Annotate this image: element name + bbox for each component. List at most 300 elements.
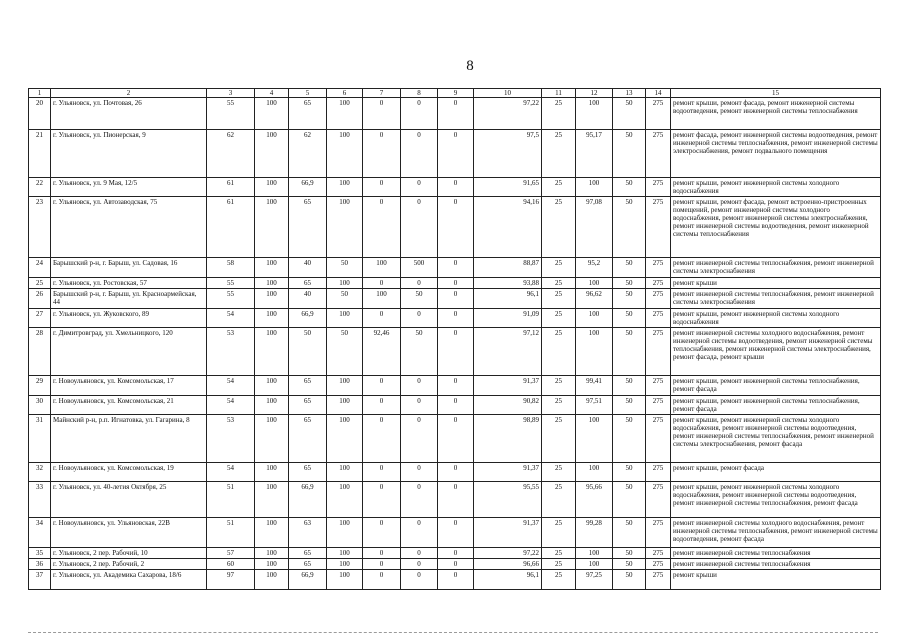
value-cell: 50 <box>289 328 327 376</box>
value-cell: 0 <box>438 278 474 289</box>
row-number: 34 <box>29 518 51 548</box>
address-cell: г. Новоульяновск, ул. Комсомольская, 19 <box>51 463 207 482</box>
value-cell: 91,09 <box>474 309 542 328</box>
value-cell: 0 <box>438 570 474 590</box>
value-cell: 50 <box>613 278 646 289</box>
value-cell: 91,65 <box>474 178 542 197</box>
value-cell: 275 <box>646 278 671 289</box>
value-cell: 50 <box>613 396 646 415</box>
value-cell: 94,16 <box>474 197 542 258</box>
value-cell: 100 <box>576 415 613 463</box>
value-cell: 99,41 <box>576 376 613 396</box>
work-description-cell: ремонт крыши, ремонт инженерной системы холодного водоснабжения <box>671 309 881 328</box>
address-cell: г. Ульяновск, ул. Академика Сахарова, 18/6 <box>51 570 207 590</box>
value-cell: 0 <box>363 178 401 197</box>
value-cell: 0 <box>363 570 401 590</box>
value-cell: 100 <box>255 278 289 289</box>
value-cell: 100 <box>576 559 613 570</box>
value-cell: 100 <box>255 463 289 482</box>
value-cell: 100 <box>255 258 289 278</box>
value-cell: 50 <box>327 258 363 278</box>
value-cell: 0 <box>363 559 401 570</box>
value-cell: 0 <box>401 482 438 518</box>
value-cell: 100 <box>255 396 289 415</box>
value-cell: 0 <box>363 376 401 396</box>
value-cell: 50 <box>613 518 646 548</box>
value-cell: 100 <box>327 278 363 289</box>
value-cell: 0 <box>401 98 438 130</box>
value-cell: 0 <box>401 130 438 178</box>
value-cell: 0 <box>401 463 438 482</box>
value-cell: 0 <box>401 396 438 415</box>
value-cell: 60 <box>207 559 255 570</box>
value-cell: 100 <box>327 376 363 396</box>
value-cell: 54 <box>207 376 255 396</box>
value-cell: 25 <box>542 178 576 197</box>
value-cell: 25 <box>542 278 576 289</box>
value-cell: 275 <box>646 415 671 463</box>
value-cell: 275 <box>646 463 671 482</box>
value-cell: 100 <box>255 518 289 548</box>
table-row <box>29 415 881 463</box>
value-cell: 275 <box>646 289 671 309</box>
value-cell: 275 <box>646 518 671 548</box>
work-description-cell: ремонт инженерной системы теплоснабжения, ремонт инженерной системы электроснабжения <box>671 289 881 309</box>
value-cell: 93,88 <box>474 278 542 289</box>
value-cell: 25 <box>542 415 576 463</box>
value-cell: 0 <box>363 309 401 328</box>
value-cell: 50 <box>613 258 646 278</box>
value-cell: 65 <box>289 396 327 415</box>
value-cell: 90,82 <box>474 396 542 415</box>
value-cell: 99,28 <box>576 518 613 548</box>
value-cell: 0 <box>363 98 401 130</box>
value-cell: 275 <box>646 178 671 197</box>
value-cell: 275 <box>646 328 671 376</box>
value-cell: 100 <box>327 197 363 258</box>
row-number: 23 <box>29 197 51 258</box>
row-number: 33 <box>29 482 51 518</box>
address-cell: г. Ульяновск, ул. Почтовая, 26 <box>51 98 207 130</box>
address-cell: Майнский р-н, р.п. Игнатовка, ул. Гагарина, 8 <box>51 415 207 463</box>
value-cell: 100 <box>255 130 289 178</box>
value-cell: 0 <box>438 98 474 130</box>
work-description-cell: ремонт инженерной системы теплоснабжения <box>671 548 881 559</box>
value-cell: 62 <box>289 130 327 178</box>
value-cell: 91,37 <box>474 463 542 482</box>
value-cell: 0 <box>438 559 474 570</box>
value-cell: 65 <box>289 463 327 482</box>
row-number: 22 <box>29 178 51 197</box>
row-number: 31 <box>29 415 51 463</box>
value-cell: 66,9 <box>289 570 327 590</box>
value-cell: 50 <box>613 570 646 590</box>
table-row <box>29 518 881 548</box>
row-number: 32 <box>29 463 51 482</box>
value-cell: 50 <box>613 309 646 328</box>
page-number: 8 <box>466 58 474 74</box>
work-description-cell: ремонт крыши <box>671 278 881 289</box>
column-header: 12 <box>576 89 613 98</box>
work-description-cell: ремонт крыши, ремонт инженерной системы теплоснабжения, ремонт фасада <box>671 396 881 415</box>
address-cell: г. Ульяновск, 2 пер. Рабочий, 2 <box>51 559 207 570</box>
row-number: 20 <box>29 98 51 130</box>
value-cell: 500 <box>401 258 438 278</box>
value-cell: 100 <box>255 98 289 130</box>
value-cell: 0 <box>401 559 438 570</box>
data-table <box>28 88 881 590</box>
row-number: 37 <box>29 570 51 590</box>
row-number: 30 <box>29 396 51 415</box>
value-cell: 0 <box>438 482 474 518</box>
address-cell: г. Ульяновск, 2 пер. Рабочий, 10 <box>51 548 207 559</box>
value-cell: 275 <box>646 570 671 590</box>
row-number: 36 <box>29 559 51 570</box>
value-cell: 0 <box>401 309 438 328</box>
row-number: 35 <box>29 548 51 559</box>
column-header: 6 <box>327 89 363 98</box>
value-cell: 96,1 <box>474 289 542 309</box>
table-row <box>29 548 881 559</box>
value-cell: 25 <box>542 463 576 482</box>
table-row <box>29 570 881 590</box>
value-cell: 25 <box>542 130 576 178</box>
work-description-cell: ремонт крыши <box>671 570 881 590</box>
address-cell: г. Новоульяновск, ул. Комсомольская, 17 <box>51 376 207 396</box>
value-cell: 50 <box>401 328 438 376</box>
value-cell: 275 <box>646 376 671 396</box>
value-cell: 100 <box>327 548 363 559</box>
value-cell: 100 <box>327 98 363 130</box>
value-cell: 50 <box>613 178 646 197</box>
value-cell: 100 <box>327 559 363 570</box>
value-cell: 50 <box>613 463 646 482</box>
value-cell: 50 <box>613 559 646 570</box>
value-cell: 275 <box>646 197 671 258</box>
value-cell: 65 <box>289 197 327 258</box>
value-cell: 65 <box>289 98 327 130</box>
value-cell: 65 <box>289 415 327 463</box>
value-cell: 0 <box>438 396 474 415</box>
value-cell: 55 <box>207 278 255 289</box>
column-header: 15 <box>671 89 881 98</box>
row-number: 25 <box>29 278 51 289</box>
value-cell: 100 <box>576 98 613 130</box>
value-cell: 275 <box>646 396 671 415</box>
value-cell: 54 <box>207 396 255 415</box>
value-cell: 66,9 <box>289 178 327 197</box>
value-cell: 65 <box>289 376 327 396</box>
address-cell: г. Ульяновск, ул. Пионерская, 9 <box>51 130 207 178</box>
address-cell: г. Ульяновск, ул. Ростовская, 57 <box>51 278 207 289</box>
value-cell: 275 <box>646 258 671 278</box>
value-cell: 0 <box>401 570 438 590</box>
value-cell: 100 <box>255 415 289 463</box>
column-header: 3 <box>207 89 255 98</box>
value-cell: 0 <box>363 415 401 463</box>
value-cell: 0 <box>363 518 401 548</box>
value-cell: 100 <box>327 463 363 482</box>
work-description-cell: ремонт инженерной системы теплоснабжения <box>671 559 881 570</box>
work-description-cell: ремонт крыши, ремонт инженерной системы холодного водоснабжения <box>671 178 881 197</box>
value-cell: 96,1 <box>474 570 542 590</box>
value-cell: 100 <box>255 570 289 590</box>
value-cell: 58 <box>207 258 255 278</box>
row-number: 24 <box>29 258 51 278</box>
value-cell: 100 <box>363 258 401 278</box>
row-number: 29 <box>29 376 51 396</box>
value-cell: 25 <box>542 376 576 396</box>
value-cell: 50 <box>613 376 646 396</box>
value-cell: 0 <box>401 178 438 197</box>
column-header: 10 <box>474 89 542 98</box>
value-cell: 25 <box>542 289 576 309</box>
value-cell: 0 <box>401 197 438 258</box>
value-cell: 97,51 <box>576 396 613 415</box>
value-cell: 50 <box>613 548 646 559</box>
value-cell: 0 <box>363 463 401 482</box>
column-header: 7 <box>363 89 401 98</box>
value-cell: 100 <box>576 309 613 328</box>
value-cell: 50 <box>401 289 438 309</box>
value-cell: 65 <box>289 548 327 559</box>
column-header: 8 <box>401 89 438 98</box>
value-cell: 25 <box>542 328 576 376</box>
value-cell: 0 <box>438 289 474 309</box>
value-cell: 100 <box>255 309 289 328</box>
table-row <box>29 463 881 482</box>
column-header: 14 <box>646 89 671 98</box>
value-cell: 100 <box>255 376 289 396</box>
value-cell: 100 <box>576 278 613 289</box>
value-cell: 100 <box>255 548 289 559</box>
value-cell: 100 <box>576 328 613 376</box>
work-description-cell: ремонт крыши, ремонт фасада, ремонт инженерной системы водоотведения, ремонт инженерной системы теплоснабжения <box>671 98 881 130</box>
value-cell: 25 <box>542 482 576 518</box>
value-cell: 91,37 <box>474 518 542 548</box>
table-row <box>29 328 881 376</box>
address-cell: г. Ульяновск, ул. Автозаводская, 75 <box>51 197 207 258</box>
value-cell: 0 <box>438 130 474 178</box>
value-cell: 50 <box>327 289 363 309</box>
row-number: 26 <box>29 289 51 309</box>
address-cell: Барышский р-н, г. Барыш, ул. Красноармейская, 44 <box>51 289 207 309</box>
column-header: 11 <box>542 89 576 98</box>
value-cell: 0 <box>401 518 438 548</box>
value-cell: 97,08 <box>576 197 613 258</box>
value-cell: 66,9 <box>289 482 327 518</box>
value-cell: 55 <box>207 289 255 309</box>
value-cell: 100 <box>576 463 613 482</box>
value-cell: 25 <box>542 309 576 328</box>
table-row <box>29 289 881 309</box>
value-cell: 25 <box>542 570 576 590</box>
value-cell: 50 <box>613 289 646 309</box>
address-cell: г. Новоульяновск, ул. Комсомольская, 21 <box>51 396 207 415</box>
value-cell: 0 <box>438 548 474 559</box>
value-cell: 275 <box>646 482 671 518</box>
value-cell: 96,62 <box>576 289 613 309</box>
value-cell: 51 <box>207 518 255 548</box>
value-cell: 100 <box>327 518 363 548</box>
value-cell: 40 <box>289 289 327 309</box>
table-row <box>29 130 881 178</box>
value-cell: 275 <box>646 98 671 130</box>
table-row <box>29 178 881 197</box>
value-cell: 25 <box>542 559 576 570</box>
value-cell: 97,5 <box>474 130 542 178</box>
address-cell: г. Ульяновск, ул. Жуковского, 89 <box>51 309 207 328</box>
work-description-cell: ремонт фасада, ремонт инженерной системы водоотведения, ремонт инженерной системы теплоснабжения, ремонт инженерной системы электроснабжения, ремонт подвального помещения <box>671 130 881 178</box>
value-cell: 0 <box>363 482 401 518</box>
value-cell: 100 <box>327 130 363 178</box>
table-row <box>29 482 881 518</box>
work-description-cell: ремонт крыши, ремонт инженерной системы теплоснабжения, ремонт фасада <box>671 376 881 396</box>
value-cell: 0 <box>363 130 401 178</box>
value-cell: 54 <box>207 463 255 482</box>
column-header: 9 <box>438 89 474 98</box>
value-cell: 62 <box>207 130 255 178</box>
value-cell: 65 <box>289 559 327 570</box>
work-description-cell: ремонт инженерной системы холодного водоснабжения, ремонт инженерной системы водоотведения, ремонт инженерной системы теплоснабжения, ремонт инженерной системы электроснабжения, ремонт фасада, ремонт крыши <box>671 328 881 376</box>
value-cell: 50 <box>613 328 646 376</box>
value-cell: 57 <box>207 548 255 559</box>
column-header: 4 <box>255 89 289 98</box>
work-description-cell: ремонт крыши, ремонт инженерной системы холодного водоснабжения, ремонт инженерной системы водоотведения, ремонт инженерной системы теплоснабжения, ремонт инженерной системы электроснабжения, ремонт фасада <box>671 415 881 463</box>
value-cell: 95,66 <box>576 482 613 518</box>
value-cell: 0 <box>363 197 401 258</box>
value-cell: 275 <box>646 548 671 559</box>
value-cell: 0 <box>438 258 474 278</box>
value-cell: 50 <box>613 98 646 130</box>
value-cell: 98,89 <box>474 415 542 463</box>
value-cell: 100 <box>255 482 289 518</box>
page-bottom-rule <box>28 632 878 633</box>
value-cell: 100 <box>255 178 289 197</box>
value-cell: 97 <box>207 570 255 590</box>
table-row <box>29 396 881 415</box>
value-cell: 25 <box>542 258 576 278</box>
value-cell: 0 <box>401 548 438 559</box>
value-cell: 0 <box>438 376 474 396</box>
value-cell: 0 <box>438 463 474 482</box>
column-header: 5 <box>289 89 327 98</box>
value-cell: 95,17 <box>576 130 613 178</box>
value-cell: 51 <box>207 482 255 518</box>
table-header-row <box>29 89 881 98</box>
value-cell: 0 <box>438 518 474 548</box>
row-number: 27 <box>29 309 51 328</box>
value-cell: 100 <box>327 309 363 328</box>
value-cell: 0 <box>438 197 474 258</box>
value-cell: 100 <box>327 482 363 518</box>
column-header: 13 <box>613 89 646 98</box>
value-cell: 25 <box>542 197 576 258</box>
value-cell: 100 <box>327 396 363 415</box>
value-cell: 55 <box>207 98 255 130</box>
value-cell: 100 <box>255 559 289 570</box>
value-cell: 0 <box>438 309 474 328</box>
value-cell: 25 <box>542 396 576 415</box>
value-cell: 50 <box>613 130 646 178</box>
value-cell: 100 <box>327 415 363 463</box>
value-cell: 50 <box>613 482 646 518</box>
table-row <box>29 98 881 130</box>
work-description-cell: ремонт инженерной системы теплоснабжения, ремонт инженерной системы электроснабжения <box>671 258 881 278</box>
value-cell: 25 <box>542 518 576 548</box>
work-description-cell: ремонт крыши, ремонт фасада, ремонт встроенно-пристроенных помещений, ремонт инженерной системы холодного водоснабжения, ремонт инженерной системы электроснабжения, ремонт инженерной системы водоотведения, ремонт инженерной системы теплоснабжения <box>671 197 881 258</box>
value-cell: 0 <box>363 278 401 289</box>
value-cell: 100 <box>576 548 613 559</box>
value-cell: 50 <box>327 328 363 376</box>
table-row <box>29 376 881 396</box>
value-cell: 95,2 <box>576 258 613 278</box>
value-cell: 0 <box>438 328 474 376</box>
value-cell: 97,22 <box>474 98 542 130</box>
address-cell: Барышский р-н, г. Барыш, ул. Садовая, 16 <box>51 258 207 278</box>
value-cell: 92,46 <box>363 328 401 376</box>
value-cell: 53 <box>207 328 255 376</box>
value-cell: 54 <box>207 309 255 328</box>
value-cell: 0 <box>438 178 474 197</box>
address-cell: г. Ульяновск, ул. 40-летия Октября, 25 <box>51 482 207 518</box>
value-cell: 100 <box>255 328 289 376</box>
value-cell: 97,25 <box>576 570 613 590</box>
value-cell: 66,9 <box>289 309 327 328</box>
value-cell: 53 <box>207 415 255 463</box>
value-cell: 100 <box>363 289 401 309</box>
value-cell: 91,37 <box>474 376 542 396</box>
row-number: 21 <box>29 130 51 178</box>
address-cell: г. Ульяновск, ул. 9 Мая, 12/5 <box>51 178 207 197</box>
table-row <box>29 309 881 328</box>
work-description-cell: ремонт крыши, ремонт инженерной системы холодного водоснабжения, ремонт инженерной системы водоотведения, ремонт инженерной системы теплоснабжения, ремонт фасада <box>671 482 881 518</box>
value-cell: 97,12 <box>474 328 542 376</box>
table-row <box>29 559 881 570</box>
address-cell: г. Димитровград, ул. Хмельницкого, 120 <box>51 328 207 376</box>
work-description-cell: ремонт инженерной системы холодного водоснабжения, ремонт инженерной системы теплоснабжения, ремонт инженерной системы водоотведения, ремонт фасада <box>671 518 881 548</box>
value-cell: 0 <box>363 396 401 415</box>
value-cell: 40 <box>289 258 327 278</box>
value-cell: 0 <box>401 376 438 396</box>
value-cell: 0 <box>401 415 438 463</box>
value-cell: 61 <box>207 197 255 258</box>
column-header: 1 <box>29 89 51 98</box>
value-cell: 0 <box>438 415 474 463</box>
value-cell: 96,66 <box>474 559 542 570</box>
value-cell: 100 <box>576 178 613 197</box>
value-cell: 100 <box>255 197 289 258</box>
address-cell: г. Новоульяновск, ул. Ульяновская, 22В <box>51 518 207 548</box>
value-cell: 88,87 <box>474 258 542 278</box>
value-cell: 275 <box>646 130 671 178</box>
value-cell: 50 <box>613 415 646 463</box>
value-cell: 100 <box>255 289 289 309</box>
value-cell: 95,55 <box>474 482 542 518</box>
value-cell: 61 <box>207 178 255 197</box>
value-cell: 100 <box>327 570 363 590</box>
table-row <box>29 278 881 289</box>
value-cell: 50 <box>613 197 646 258</box>
table-row <box>29 258 881 278</box>
value-cell: 275 <box>646 309 671 328</box>
value-cell: 25 <box>542 98 576 130</box>
value-cell: 63 <box>289 518 327 548</box>
value-cell: 100 <box>327 178 363 197</box>
value-cell: 97,22 <box>474 548 542 559</box>
value-cell: 65 <box>289 278 327 289</box>
value-cell: 0 <box>401 278 438 289</box>
